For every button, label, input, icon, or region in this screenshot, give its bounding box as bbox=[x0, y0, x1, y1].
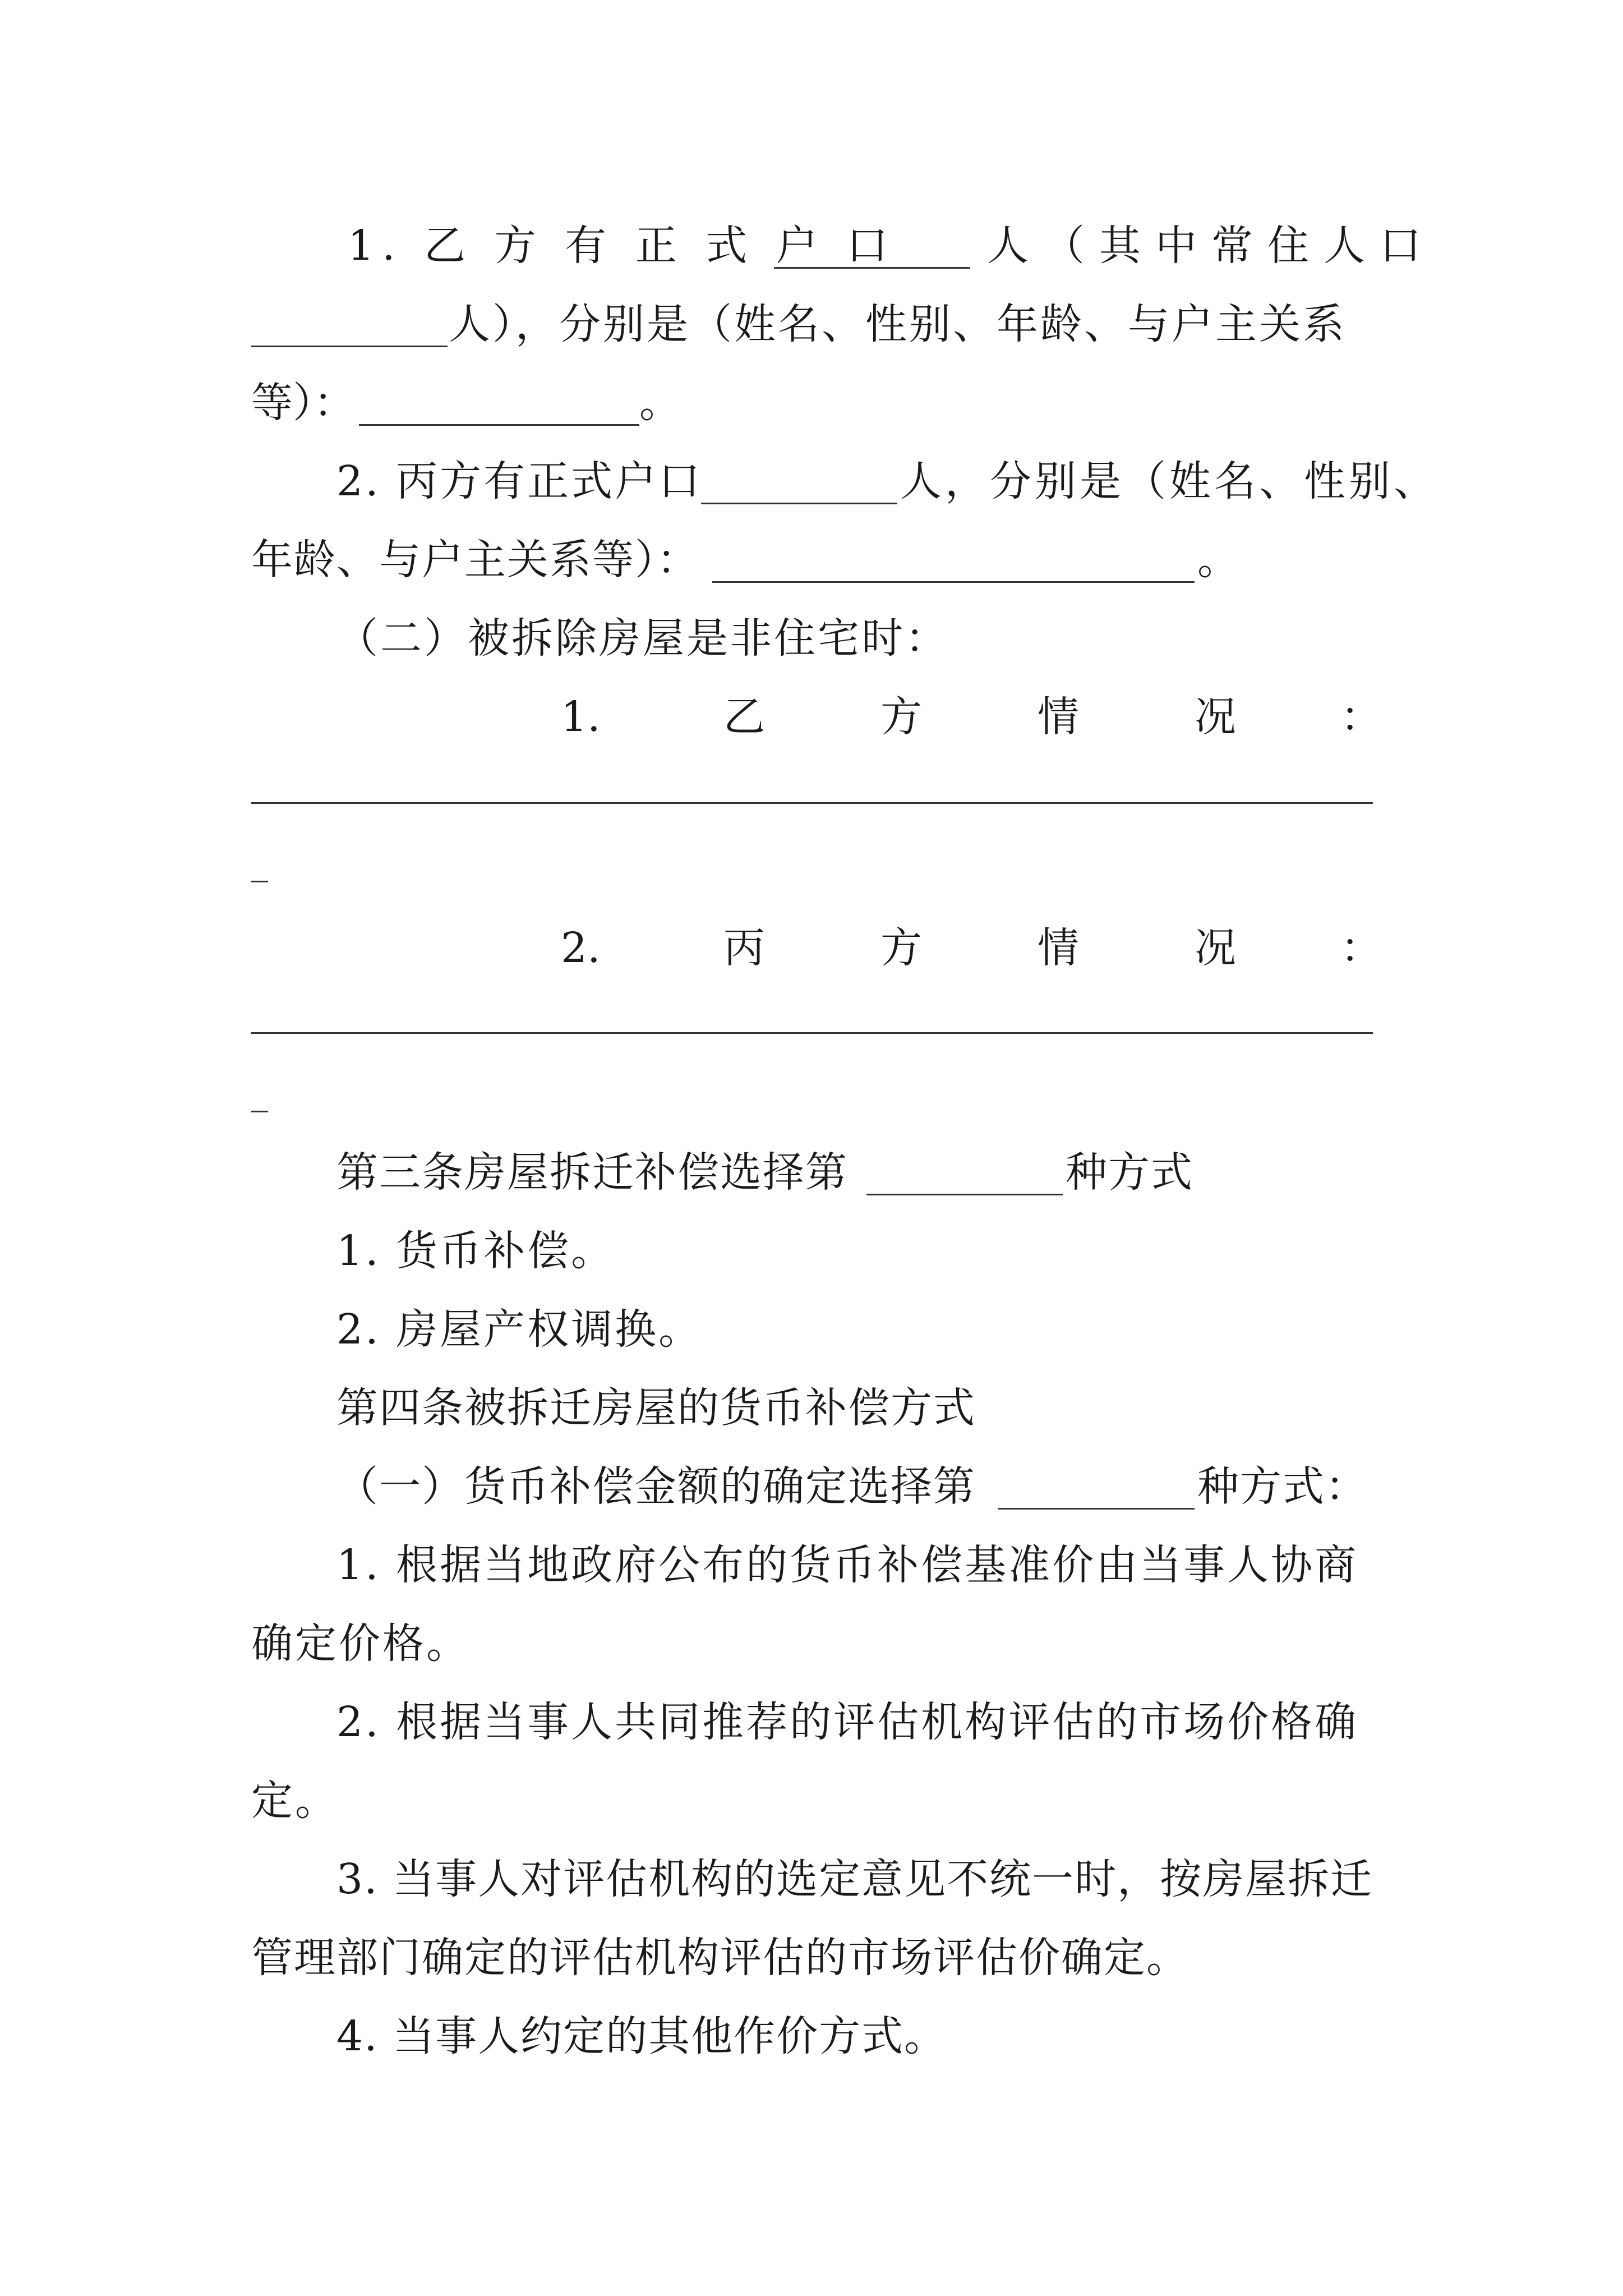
text: 1. bbox=[561, 693, 601, 741]
line-4 bbox=[0, 442, 1623, 521]
text: 定。 bbox=[251, 1777, 339, 1825]
blank-field-tail[interactable] bbox=[251, 1111, 268, 1112]
line-20 bbox=[0, 1997, 1623, 2076]
text: 2. 丙方有正式户口 bbox=[336, 457, 703, 505]
text: 第四条被拆迁房屋的货币补偿方式 bbox=[336, 1384, 976, 1432]
line-18 bbox=[0, 1840, 1623, 1918]
text: 2. 根据当事人共同推荐的评估机构评估的市场价格确 bbox=[336, 1698, 1359, 1746]
text: （一）货币补偿金额的确定选择第 bbox=[336, 1462, 976, 1511]
text: 人），分别是（姓名、性别、年龄、与户主关系 bbox=[449, 300, 1347, 348]
text: 方 bbox=[880, 693, 922, 741]
text: 1. 乙 方 有 正 式 户 口 bbox=[348, 222, 896, 270]
blank-field[interactable] bbox=[701, 503, 897, 504]
text: 丙 bbox=[723, 924, 765, 972]
text: 况 bbox=[1195, 924, 1236, 972]
text: 情 bbox=[1038, 693, 1079, 741]
text: 1. 根据当地政府公布的货币补偿基准价由当事人协商 bbox=[336, 1541, 1359, 1589]
text: 等）： bbox=[251, 379, 355, 427]
text: 况 bbox=[1195, 693, 1236, 741]
text: 第三条房屋拆迁补偿选择第 bbox=[336, 1148, 848, 1197]
text: 2. bbox=[561, 924, 601, 972]
text: 乙 bbox=[723, 693, 765, 741]
line-10 bbox=[0, 1212, 1623, 1290]
text: （二）被拆除房屋是非住宅时： bbox=[336, 614, 949, 662]
text: 3. 当事人对评估机构的选定意见不统一时，按房屋拆迁 bbox=[336, 1855, 1373, 1903]
text: 种方式 bbox=[1066, 1148, 1193, 1197]
line-19 bbox=[0, 1918, 1623, 1997]
text: 。 bbox=[1197, 536, 1239, 584]
line-13 bbox=[0, 1447, 1623, 1526]
text: 。 bbox=[639, 379, 681, 427]
text: 确定价格。 bbox=[251, 1619, 470, 1668]
text: ： bbox=[1340, 924, 1382, 972]
text: 人，分别是（姓名、性别、 bbox=[900, 457, 1438, 505]
line-5 bbox=[0, 521, 1623, 599]
blank-field[interactable] bbox=[359, 424, 639, 426]
line-1 bbox=[0, 206, 1623, 285]
blank-field-long[interactable] bbox=[251, 1032, 1373, 1034]
text: 1. 货币补偿。 bbox=[336, 1227, 615, 1275]
text: 年龄、与户主关系等）： bbox=[251, 536, 699, 584]
blank-field[interactable] bbox=[866, 1194, 1063, 1195]
text: 人（其中常住人口 bbox=[987, 222, 1436, 270]
blank-field[interactable] bbox=[712, 581, 1195, 583]
text: 2. 房屋产权调换。 bbox=[336, 1305, 703, 1354]
blank-field[interactable] bbox=[998, 1508, 1195, 1510]
text: 情 bbox=[1038, 924, 1079, 972]
line-15 bbox=[0, 1604, 1623, 1683]
text: 方 bbox=[880, 924, 922, 972]
line-7 bbox=[0, 678, 1623, 756]
text: ： bbox=[1340, 693, 1382, 741]
text: 4. 当事人约定的其他作价方式。 bbox=[336, 2012, 947, 2060]
line-17 bbox=[0, 1761, 1623, 1840]
line-16 bbox=[0, 1683, 1623, 1761]
blank-field[interactable] bbox=[774, 267, 970, 269]
line-9 bbox=[0, 1133, 1623, 1212]
line-2 bbox=[0, 285, 1623, 364]
line-6 bbox=[0, 599, 1623, 678]
line-14 bbox=[0, 1526, 1623, 1604]
line-11 bbox=[0, 1290, 1623, 1369]
line-8 bbox=[0, 909, 1623, 987]
text: 管理部门确定的评估机构评估的市场评估价确定。 bbox=[251, 1934, 1189, 1982]
line-3 bbox=[0, 364, 1623, 442]
text: 种方式： bbox=[1197, 1462, 1368, 1511]
line-12 bbox=[0, 1369, 1623, 1447]
blank-field-long[interactable] bbox=[251, 802, 1373, 804]
blank-field-tail[interactable] bbox=[251, 881, 268, 882]
blank-field[interactable] bbox=[251, 346, 448, 347]
